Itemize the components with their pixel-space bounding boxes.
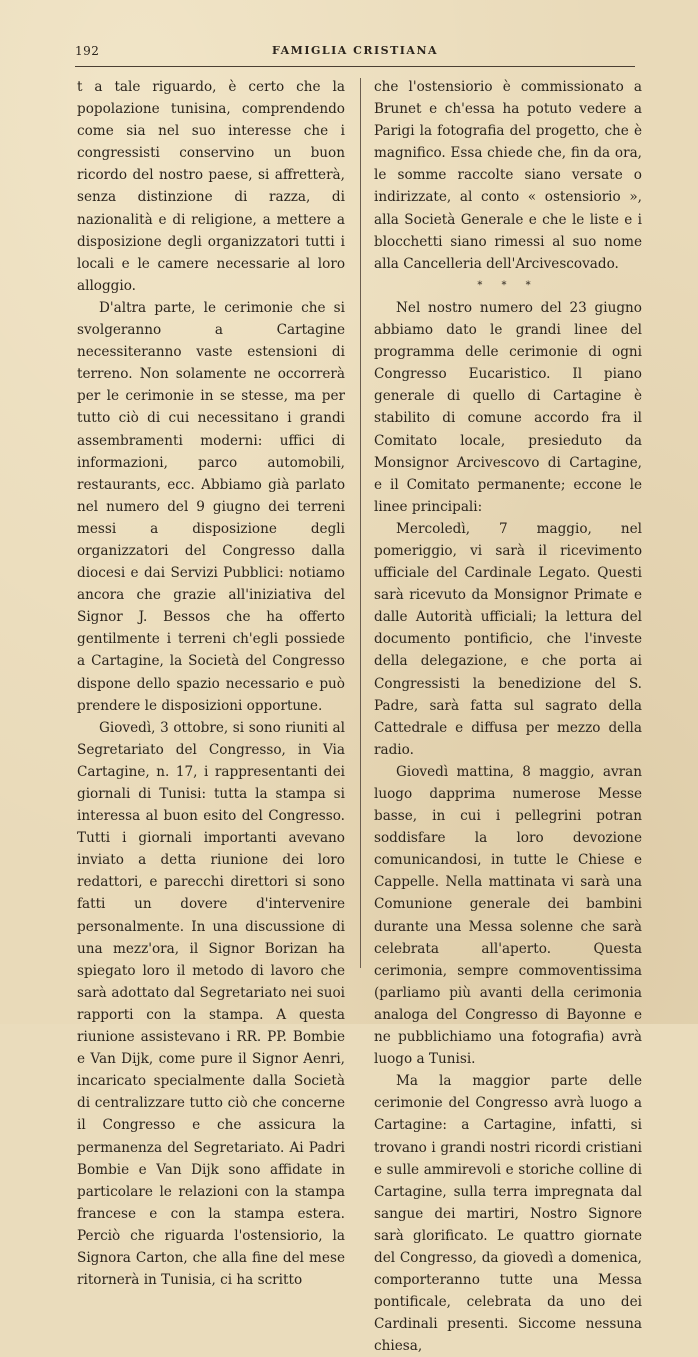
right-column — [374, 76, 642, 1357]
paragraph: D'altra parte, le cerimonie che si svolgeranno a Cartagine necessiteranno vaste estensioni di terreno. Non solamente ne occorrerà per le cerimonie in se stesse, ma per tutto ciò di cui necessitano i grandi assembramenti moderni: uffici di informazioni, parco automobili, restaurants, ecc. Abbiamo già parlato nel numero del 9 giugno dei terreni messi a disposizione degli organizzatori del Congresso dalla diocesi e dai Servizi Pubblici: notiamo ancora che grazie all'iniziativa del Signor J. Bessos che ha offerto gentilmente i terreni ch'egli possiede a Cartagine, la Società del Congresso dispone dello spazio necessario e può prendere le disposizioni opportune. — [77, 299, 345, 714]
paragraph: Giovedì mattina, 8 maggio, avran luogo dapprima numerose Messe basse, in cui i pellegrini potran soddisfare la loro devozione comunicandosi, in tutte le Chiese e Cappelle. Nella mattinata vi sarà una Comunione generale dei bambini durante una Messa solenne che sarà celebrata all'aperto. Questa cerimonia, sempre commoventissima (parliamo più avanti della cerimonia analoga del Congresso di Bayonne e ne pubblichiamo una fotografia) avrà luogo a Tunisi. — [374, 763, 642, 1068]
running-title: FAMIGLIA CRISTIANA — [271, 44, 439, 57]
paragraph: che l'ostensiorio è commissionato a Brunet e ch'essa ha potuto vedere a Parigi la fotografia del progetto, che è magnifico. Essa chiede che, fin da ora, le somme raccolte siano versate o indirizzate, al conto « ostensiorio », alla Società Generale e che le liste e i blocchetti siano rimessi al suo nome alla Cancelleria dell'Arcivescovado. — [374, 79, 642, 272]
column-divider — [360, 78, 361, 968]
left-column — [77, 76, 345, 1291]
paragraph: Mercoledì, 7 maggio, nel pomeriggio, vi sarà il ricevimento ufficiale del Cardinale Legato. Questi sarà ricevuto da Monsignor Primate e dalle Autorità ufficiali; la lettura del documento pontificio, che l'investe della delegazione, e che porta ai Congressisti la benedizione del S. Padre, sarà fatta sul sagrato della Cattedrale e diffusa per mezzo della radio. — [374, 520, 642, 758]
paragraph: Nel nostro numero del 23 giugno abbiamo dato le grandi linee del programma delle cerimonie di ogni Congresso Eucaristico. Il piano generale di quello di Cartagine è stabilito di comune accordo fra il Comitato locale, presieduto da Monsignor Arcivescovo di Cartagine, e il Comitato permanente; eccone le linee principali: — [374, 299, 642, 515]
header-rule — [75, 66, 635, 67]
page-header — [75, 44, 635, 64]
page-number: 192 — [75, 44, 100, 58]
paragraph: t a tale riguardo, è certo che la popolazione tunisina, comprendendo come sia nel suo interesse che i congressisti conservino un buon ricordo del nostro paese, si affretterà, senza distinzione di razza, di nazionalità e di religione, a mettere a disposizione degli organizzatori tutti i locali e le camere necessarie al loro alloggio. — [77, 79, 345, 294]
section-separator: * * * — [477, 279, 539, 291]
paragraph: Ma la maggior parte delle cerimonie del Congresso avrà luogo a Cartagine: a Cartagine, infatti, si trovano i grandi nostri ricordi cristiani e sulle ammirevoli e storiche colline di Cartagine, sulla terra impregnata dal sangue dei martiri, Nostro Signore sarà glorificato. Le quattro giornate del Congresso, da giovedì a domenica, comporteranno tutte una Messa pontificale, celebrata da uno dei Cardinali presenti. Siccome nessuna chiesa, — [374, 1073, 642, 1355]
paragraph: Giovedì, 3 ottobre, si sono riuniti al Segretariato del Congresso, in Via Cartagine, n. 17, i rappresentanti dei giornali di Tunisi: tutta la stampa si interessa al buon esito del Congresso. Tutti i giornali importanti avevano inviato a detta riunione dei loro redattori, e parecchi direttori si sono fatti un dovere d'intervenire personalmente. In una discussione di una mezz'ora, il Signor Borizan ha spiegato loro il metodo di lavoro che sarà adottato dal Segretariato nei suoi rapporti con la stampa. A questa riunione assistevano i RR. PP. Bombie e Van Dijk, come pure il Signor Aenri, incaricato specialmente dalla Società di centralizzare tutto ciò che concerne il Congresso e che assicura la permanenza del Segretariato. Ai Padri Bombie e Van Dijk sono affidate in particolare le relazioni con la stampa francese e con la stampa estera. Perciò che riguarda l'ostensiorio, la Signora Carton, che alla fine del mese ritornerà in Tunisia, ci ha scritto — [77, 719, 345, 1289]
